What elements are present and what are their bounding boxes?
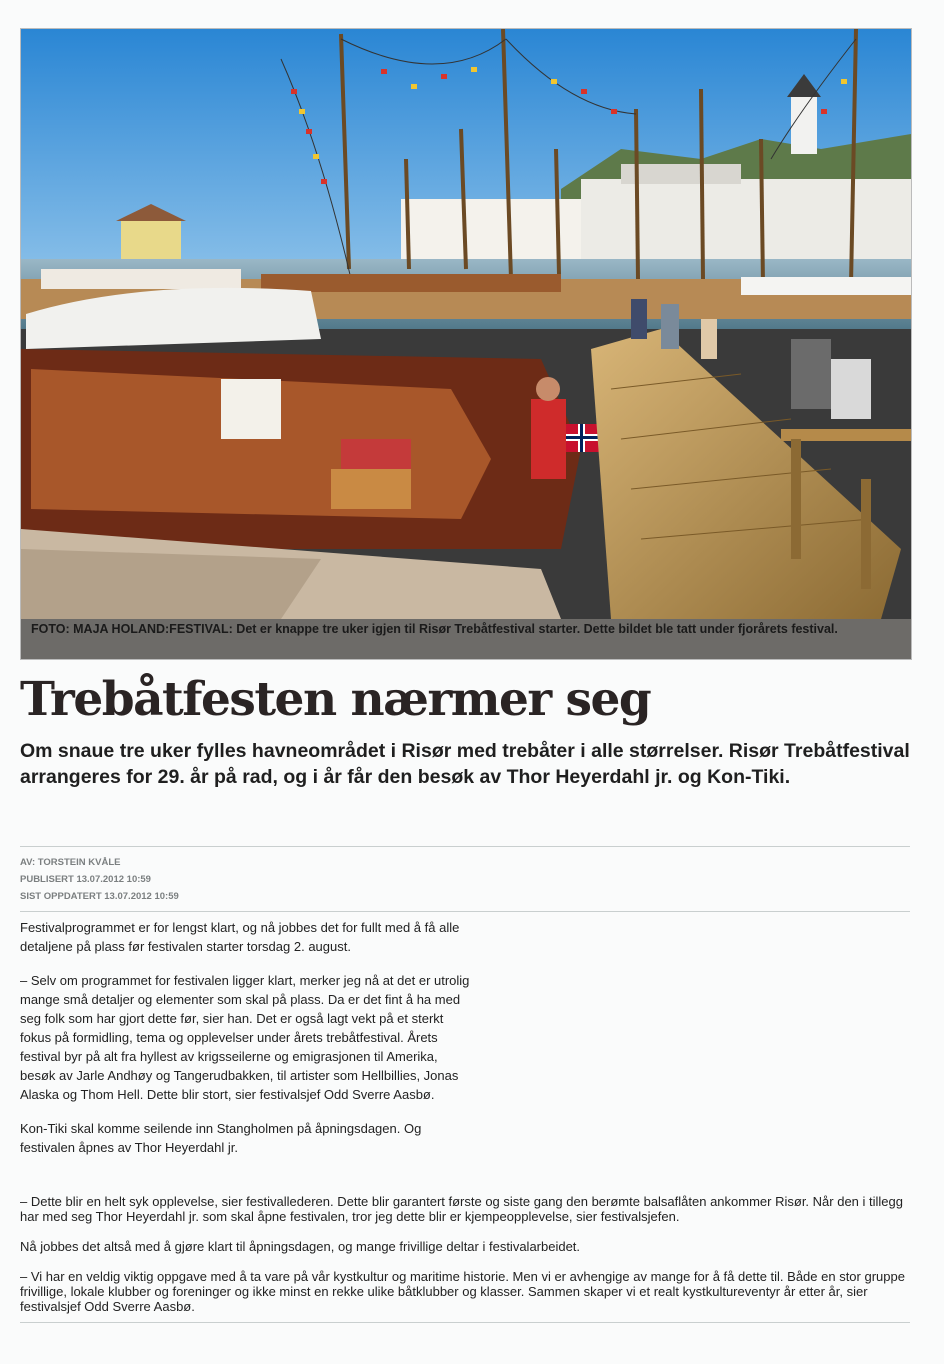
article-lead: Om snaue tre uker fylles havneområdet i Risør med trebåter i alle størrelser. Risør Trebåtfestival arrangeres for 29. år på rad, og i år får den besøk av Thor Heyerdahl jr. og Kon-Tiki.	[20, 740, 910, 788]
footer-divider	[20, 1322, 910, 1323]
article-headline: Trebåtfesten nærmer seg	[20, 672, 651, 727]
article-photo	[20, 28, 912, 660]
meta-bottom-divider	[20, 911, 910, 912]
article-body-wide	[20, 1194, 915, 1329]
harbor-photo-illustration	[21, 29, 911, 619]
published-date: PUBLISERT 13.07.2012 10:59	[20, 874, 151, 885]
article-body	[20, 918, 470, 1172]
body-paragraph: – Vi har en veldig viktig oppgave med å ta vare på vår kystkultur og maritime historie. Men vi er avhengige av mange for å få dette til. Både en stor gruppe frivillige, lokale klubber og foreninger og ikke minst en rekke ulike båtklubber og klasser. Sammen skaper vi et realt kystkultureventyr år etter år, sier festivalsjef Odd Sverre Aasbø.	[20, 1269, 905, 1314]
meta-top-divider	[20, 846, 910, 847]
article-meta	[20, 854, 179, 905]
body-paragraph: – Selv om programmet for festivalen ligger klart, merker jeg nå at det er utrolig mange små detaljer og elementer som skal på plass. Da er det fint å ha med seg folk som har gjort dette før, sier han. Det er også lagt vekt på et sterkt fokus på formidling, tema og opplevelser under årets trebåtfestival. Årets festival byr på alt fra hyllest av krigsseilerne og emigrasjonen til Amerika, besøk av Jarle Andhøy og Tangerudbakken, til artister som Hellbillies, Jonas Alaska og Thom Hell. Dette blir stort, sier festivalsjef Odd Sverre Aasbø.	[20, 973, 470, 1102]
byline: AV: TORSTEIN KVÅLE	[20, 857, 121, 868]
updated-date: SIST OPPDATERT 13.07.2012 10:59	[20, 891, 179, 902]
body-paragraph: Nå jobbes det altså med å gjøre klart til åpningsdagen, og mange frivillige deltar i festivalarbeidet.	[20, 1239, 581, 1254]
photo-caption: FOTO: MAJA HOLAND:FESTIVAL: Det er knappe tre uker igjen til Risør Trebåtfestival starter. Dette bildet ble tatt under fjorårets festival.	[21, 619, 911, 659]
body-paragraph: Kon-Tiki skal komme seilende inn Stangholmen på åpningsdagen. Og festivalen åpnes av Thor Heyerdahl jr.	[20, 1121, 422, 1155]
body-paragraph: Festivalprogrammet er for lengst klart, og nå jobbes det for fullt med å få alle detaljene på plass før festivalen starter torsdag 2. august.	[20, 920, 460, 954]
body-paragraph: – Dette blir en helt syk opplevelse, sier festivallederen. Dette blir garantert første og siste gang den berømte balsaflåten ankommer Risør. Når den i tillegg har med seg Thor Heyerdahl jr. som skal åpne festivalen, tror jeg dette blir er kjempeopplevelse, sier festivalsjefen.	[20, 1194, 903, 1224]
